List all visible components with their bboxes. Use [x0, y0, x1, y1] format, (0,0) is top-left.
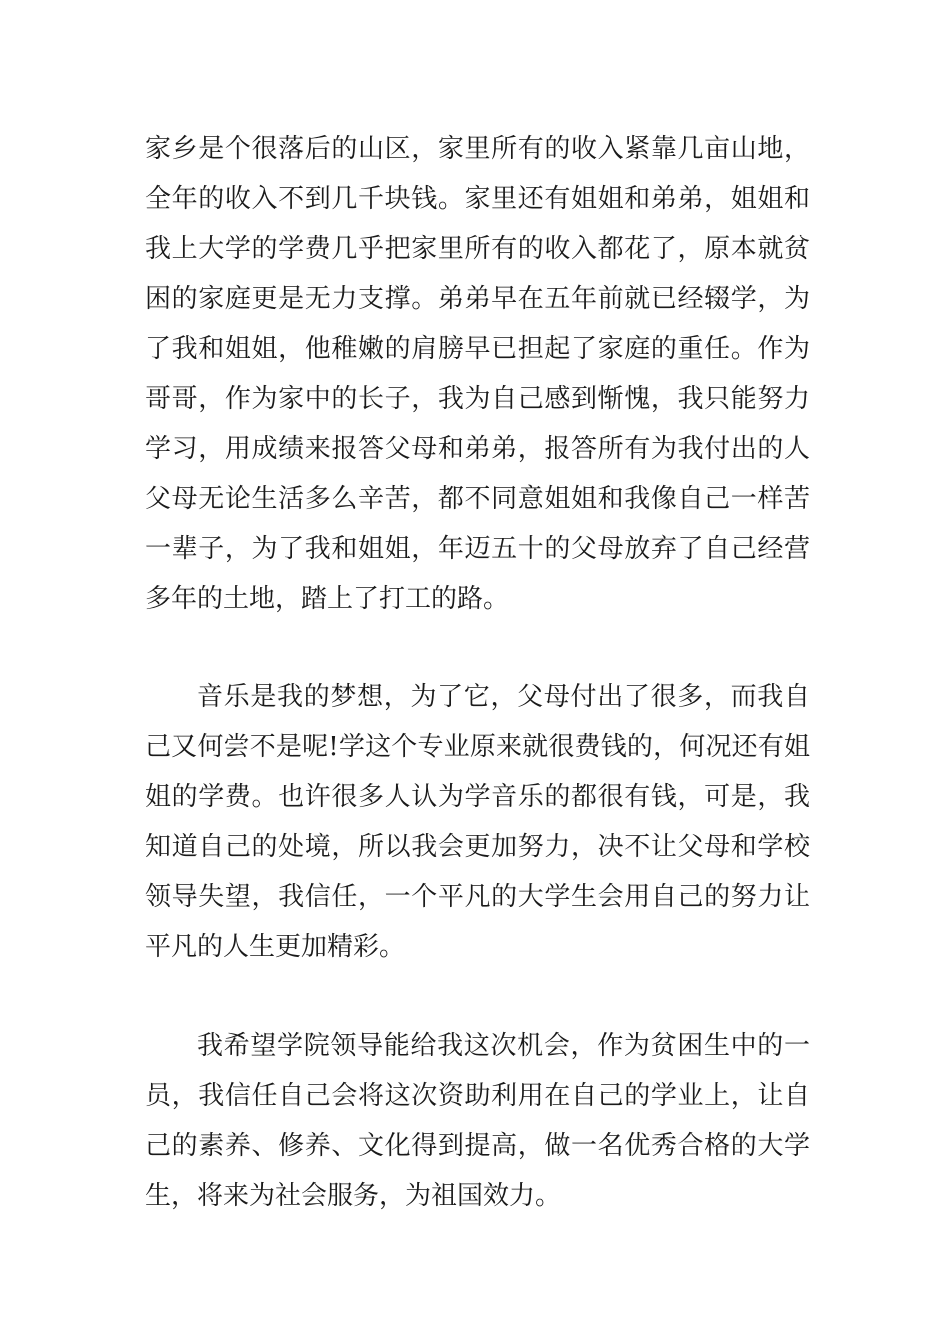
paragraph-line: 家乡是个很落后的山区，家里所有的收入紧靠几亩山地，: [145, 134, 810, 164]
paragraph-line: 哥哥，作为家中的长子，我为自己感到惭愧，我只能努力: [145, 384, 810, 414]
paragraph-line: 一辈子，为了我和姐姐，年迈五十的父母放弃了自己经营: [145, 534, 810, 564]
paragraph-line: 父母无论生活多么辛苦，都不同意姐姐和我像自己一样苦: [145, 484, 810, 514]
paragraph-request: [145, 1021, 810, 1221]
paragraph-music-dream: [145, 672, 810, 972]
paragraph-line: 己又何尝不是呢!学这个专业原来就很费钱的，何况还有姐: [145, 732, 810, 762]
paragraph-line: 姐的学费。也许很多人认为学音乐的都很有钱，可是，我: [145, 782, 810, 812]
paragraph-line: 我上大学的学费几乎把家里所有的收入都花了，原本就贫: [145, 234, 810, 264]
paragraph-line: 音乐是我的梦想，为了它，父母付出了很多，而我自: [197, 682, 810, 712]
paragraph-line: 知道自己的处境，所以我会更加努力，决不让父母和学校: [145, 832, 810, 862]
paragraph-line: 生，将来为社会服务，为祖国效力。: [145, 1181, 562, 1211]
paragraph-line: 学习，用成绩来报答父母和弟弟，报答所有为我付出的人: [145, 434, 810, 464]
paragraph-line: 员，我信任自己会将这次资助利用在自己的学业上，让自: [145, 1081, 810, 1111]
paragraph-line: 领导失望，我信任，一个平凡的大学生会用自己的努力让: [145, 882, 810, 912]
paragraph-line: 多年的土地，踏上了打工的路。: [145, 584, 510, 614]
paragraph-line: 己的素养、修养、文化得到提高，做一名优秀合格的大学: [145, 1131, 810, 1161]
paragraph-line: 平凡的人生更加精彩。: [145, 932, 406, 962]
paragraph-line: 困的家庭更是无力支撑。弟弟早在五年前就已经辍学，为: [145, 284, 810, 314]
paragraph-family-background: [145, 124, 810, 624]
paragraph-line: 我希望学院领导能给我这次机会，作为贫困生中的一: [197, 1031, 810, 1061]
paragraph-line: 全年的收入不到几千块钱。家里还有姐姐和弟弟，姐姐和: [145, 184, 810, 214]
paragraph-line: 了我和姐姐，他稚嫩的肩膀早已担起了家庭的重任。作为: [145, 334, 810, 364]
